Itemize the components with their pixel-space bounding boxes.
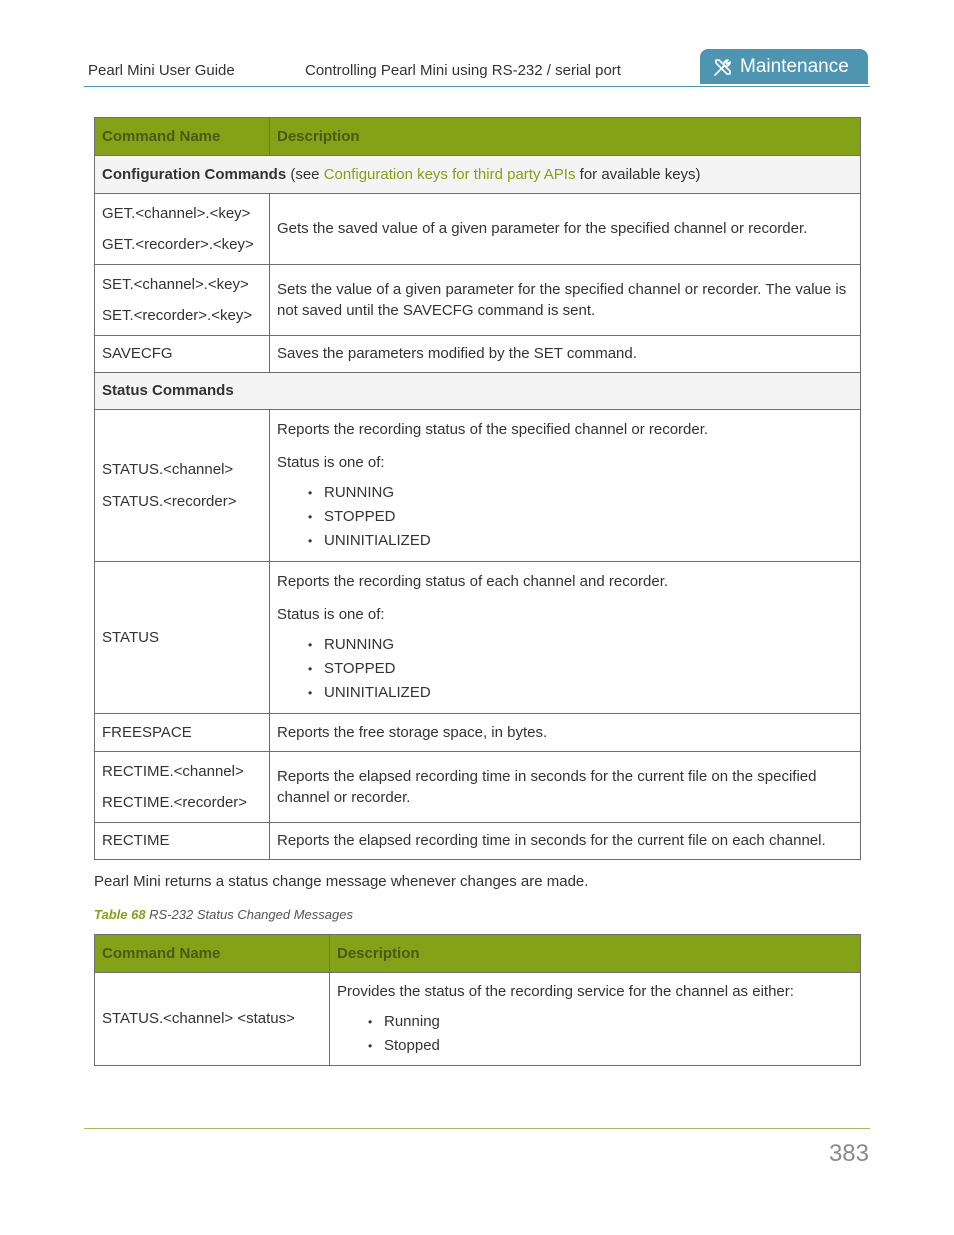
description-cell (270, 562, 861, 714)
config-section-pre: (see (286, 165, 324, 183)
list-item: • RUNNING (277, 481, 853, 505)
command-name-cell (95, 752, 270, 823)
command-name-cell: STATUS (95, 562, 270, 714)
description-text: Reports the recording status of the specified channel or recorder. (277, 420, 709, 438)
list-item: • STOPPED (277, 505, 853, 529)
table-row (95, 714, 861, 752)
list-item: • STOPPED (277, 657, 853, 681)
tools-icon (712, 56, 734, 78)
config-section-row (95, 156, 861, 194)
command-name-cell: STATUS.<channel> <status> (95, 973, 330, 1066)
list-item: • UNINITIALIZED (277, 529, 853, 553)
command-name-cell: SAVECFG (95, 336, 270, 373)
description-cell (270, 752, 861, 823)
description-text: Reports the elapsed recording time in seconds for the current file on the specified channel or recorder. (277, 768, 817, 806)
table-row (95, 265, 861, 336)
description-cell (270, 265, 861, 336)
command-name-cell (95, 410, 270, 562)
header-guide-title: Pearl Mini User Guide (88, 62, 235, 79)
status-section-row (95, 373, 861, 410)
list-item: • UNINITIALIZED (277, 681, 853, 705)
config-section-cell (95, 156, 861, 194)
description-subtext: Status is one of: (277, 605, 385, 623)
table-caption (94, 907, 353, 922)
description-cell (330, 973, 861, 1066)
table-row (95, 752, 861, 823)
status-list (277, 633, 853, 705)
table-header-row (95, 118, 861, 156)
command-name: STATUS.<channel> (102, 461, 234, 478)
command-name: RECTIME.<recorder> (102, 794, 248, 811)
table-row (95, 973, 861, 1066)
table-row (95, 194, 861, 265)
list-item: • Stopped (337, 1034, 853, 1058)
status-list (337, 1010, 853, 1058)
command-name: RECTIME.<channel> (102, 762, 244, 780)
table-row (95, 823, 861, 860)
header-command-name: Command Name (95, 935, 330, 973)
list-item: • RUNNING (277, 633, 853, 657)
caption-label: Table 68 (94, 907, 146, 922)
command-name: STATUS.<recorder> (102, 492, 237, 510)
header-description: Description (330, 935, 861, 973)
command-name: SET.<recorder>.<key> (102, 307, 253, 324)
description-text: Reports the recording status of each channel and recorder. (277, 572, 669, 590)
config-keys-link[interactable]: Configuration keys for third party APIs (323, 165, 576, 183)
header-command-name: Command Name (95, 118, 270, 156)
description-cell: Saves the parameters modified by the SET command. (270, 336, 861, 373)
maintenance-badge (700, 49, 868, 84)
description-cell: Reports the elapsed recording time in seconds for the current file on each channel. (270, 823, 861, 860)
page-number: 383 (828, 1140, 869, 1167)
status-change-note: Pearl Mini returns a status change message whenever changes are made. (94, 873, 589, 890)
status-section-title: Status Commands (102, 382, 234, 400)
description-text: Provides the status of the recording service for the channel as either: (337, 982, 794, 1000)
command-name-cell (95, 265, 270, 336)
config-section-title: Configuration Commands (102, 165, 287, 183)
header-description: Description (270, 118, 861, 156)
list-item: • Running (337, 1010, 853, 1034)
table-row (95, 336, 861, 373)
table-row (95, 410, 861, 562)
command-name: GET.<channel>.<key> (102, 204, 251, 222)
config-section-post: for available keys) (575, 165, 701, 183)
table-row (95, 562, 861, 714)
description-cell: Reports the free storage space, in bytes. (270, 714, 861, 752)
status-list (277, 481, 853, 553)
caption-text: RS-232 Status Changed Messages (149, 907, 353, 922)
command-name-cell: FREESPACE (95, 714, 270, 752)
commands-table (94, 117, 861, 860)
status-messages-table (94, 934, 861, 1066)
header-section-title: Controlling Pearl Mini using RS-232 / serial port (305, 62, 621, 79)
footer-rule (84, 1128, 870, 1129)
command-name-cell (95, 194, 270, 265)
badge-label: Maintenance (740, 55, 849, 77)
table-header-row (95, 935, 861, 973)
description-text: Sets the value of a given parameter for the specified channel or recorder. The value is not saved until the SAVECFG command is sent. (277, 281, 847, 319)
command-name: SET.<channel>.<key> (102, 275, 249, 293)
command-name-cell: RECTIME (95, 823, 270, 860)
description-cell (270, 410, 861, 562)
status-section-cell (95, 373, 861, 410)
header-rule (84, 86, 870, 87)
description-cell: Gets the saved value of a given parameter for the specified channel or recorder. (270, 194, 861, 265)
command-name: GET.<recorder>.<key> (102, 236, 254, 253)
description-subtext: Status is one of: (277, 453, 385, 471)
